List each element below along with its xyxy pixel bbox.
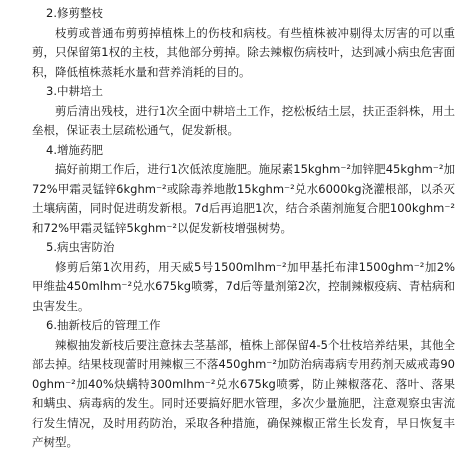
section-heading: 3.中耕培土 xyxy=(46,84,103,98)
section-paragraph: 枝剪或普通布剪剪掉植株上的伤枝和病枝。有些植株被冲剔得太厉害的可以重剪，只保留第1权的主枝，其他部分剪掉。除去辣椒伤病枝叶，达到减小病虫危害面积，降低植株蒸耗水量和营养消耗的目的。 xyxy=(32,25,455,79)
section-paragraph: 剪后清出残枝，进行1次全面中耕培土工作，挖松板结土层，扶正歪斜株，用土垒根，保证表土层疏松通气，促发新根。 xyxy=(32,103,455,137)
section-paragraph: 修剪后第1次用药，用天威5号1500mlhm⁻²加甲基托布津1500ghm⁻²加2%甲维盐450mlhm⁻²兑水675kg喷雾，7d后等量剂第2次，控制辣椒疫病、青枯病和虫害发生。 xyxy=(32,259,455,313)
section-heading: 2.修剪整枝 xyxy=(46,6,103,20)
section-tillage xyxy=(32,82,455,141)
section-fertilizer xyxy=(32,141,455,239)
section-paragraph: 辣椒抽发新枝后要注意抹去茎基部，植株上部保留4-5个壮枝培养结果，其他全部去掉。结果枝现蕾时用辣椒三不落450ghm⁻²加防治病毒病专用药剂天威戒毒900ghm⁻²加40%炔螨特300mlhm⁻²兑水675kg喷雾，防止辣椒落花、落叶、落果和螨虫、病毒病的发生。同时还要搞好肥水管理，多次少量施肥，注意观察虫害流行发生情况，及时用药防治，采取各种措施，确保辣椒正常生长发育，早日恢复丰产树型。 xyxy=(32,337,455,449)
section-pest-control xyxy=(32,238,455,316)
section-heading: 5.病虫害防治 xyxy=(46,240,115,254)
section-pruning xyxy=(32,4,455,82)
section-heading: 4.增施药肥 xyxy=(46,142,103,157)
section-heading: 6.抽新枝后的管理工作 xyxy=(46,318,161,332)
section-new-branch-management xyxy=(32,316,455,453)
section-paragraph: 搞好前期工作后，进行1次低浓度施肥。施尿素15kghm⁻²加锌肥45kghm⁻²加72%甲霜灵锰锌6kghm⁻²或除毒养地散15kghm⁻²兑水6000kg浇灌根部，以杀灭土壤病菌，同时促进萌发新根。7d后再追肥1次，结合杀菌剂施复合肥100kghm⁻²和72%甲霜灵锰锌5kghm⁻²以促发新枝增强树势。 xyxy=(32,162,455,235)
